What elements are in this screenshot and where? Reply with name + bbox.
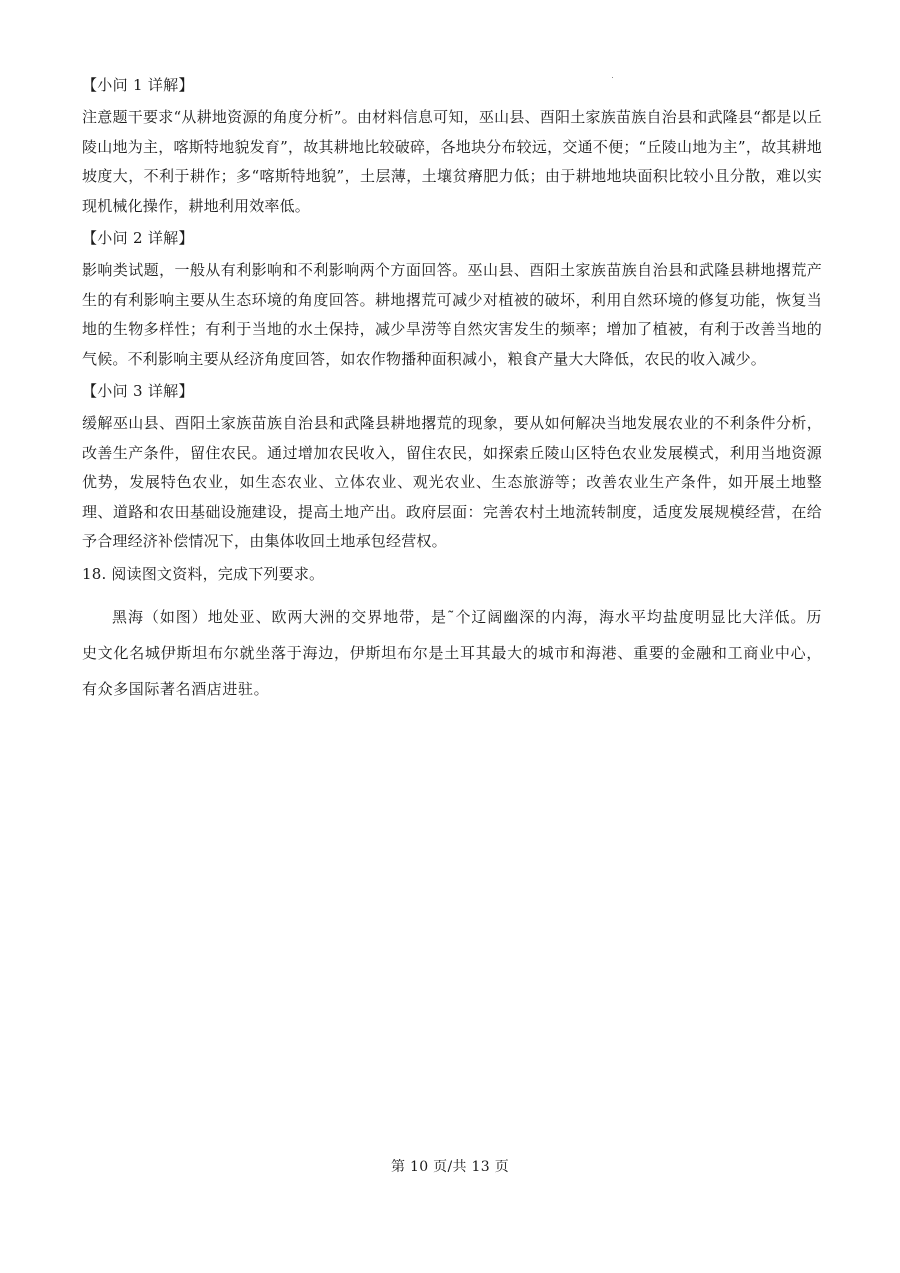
answer-section-2: [82, 227, 822, 374]
answer-section-1: [82, 74, 822, 221]
question-18-title: 18. 阅读图文资料，完成下列要求。: [82, 564, 325, 583]
section-heading: 【小问 1 详解】: [82, 76, 194, 94]
page-content: [82, 74, 822, 707]
answer-section-3: [82, 380, 822, 557]
section-heading: 【小问 3 详解】: [82, 382, 194, 400]
question-18-material: 黑海（如图）地处亚、欧两大洲的交界地带，是˜个辽阔幽深的内海，海水平均盐度明显比大洋低。历史文化名城伊斯坦布尔就坐落于海边，伊斯坦布尔是土耳其最大的城市和海港、重要的金融和工商业中心，有众多国际著名酒店进驻。: [82, 607, 822, 698]
section-paragraph: 影响类试题，一般从有利影响和不利影响两个方面回答。巫山县、酉阳土家族苗族自治县和武隆县耕地撂荒产生的有利影响主要从生态环境的角度回答。耕地撂荒可减少对植被的破坏，利用自然环境的修复功能，恢复当地的生物多样性；有利于当地的水土保持，减少旱涝等自然灾害发生的频率；增加了植被，有利于改善当地的气候。不利影响主要从经济角度回答，如农作物播种面积减小，粮食产量大大降低，农民的收入减少。: [82, 261, 822, 368]
section-paragraph: 缓解巫山县、酉阳土家族苗族自治县和武隆县耕地撂荒的现象，要从如何解决当地发展农业的不利条件分析，改善生产条件，留住农民。通过增加农民收入，留住农民，如探索丘陵山区特色农业发展模式，利用当地资源优势，发展特色农业，如生态农业、立体农业、观光农业、生态旅游等；改善农业生产条件，如开展土地整理、道路和农田基础设施建设，提高土地产出。政府层面：完善农村土地流转制度，适度发展规模经营，在给予合理经济补偿情况下，由集体收回土地承包经营权。: [82, 414, 822, 550]
section-paragraph: 注意题干要求“从耕地资源的角度分析”。由材料信息可知，巫山县、酉阳土家族苗族自治县和武隆县“都是以丘陵山地为主，喀斯特地貌发育”，故其耕地比较破碎，各地块分布较远，交通不便；“丘陵山地为主”，故其耕地坡度大，不利于耕作；多“喀斯特地貌”，土层薄，土壤贫瘠肥力低；由于耕地地块面积比较小且分散，难以实现机械化操作，耕地利用效率低。: [82, 108, 822, 215]
section-heading: 【小问 2 详解】: [82, 229, 194, 247]
page-number-footer: 第 10 页/共 13 页: [390, 1159, 510, 1175]
